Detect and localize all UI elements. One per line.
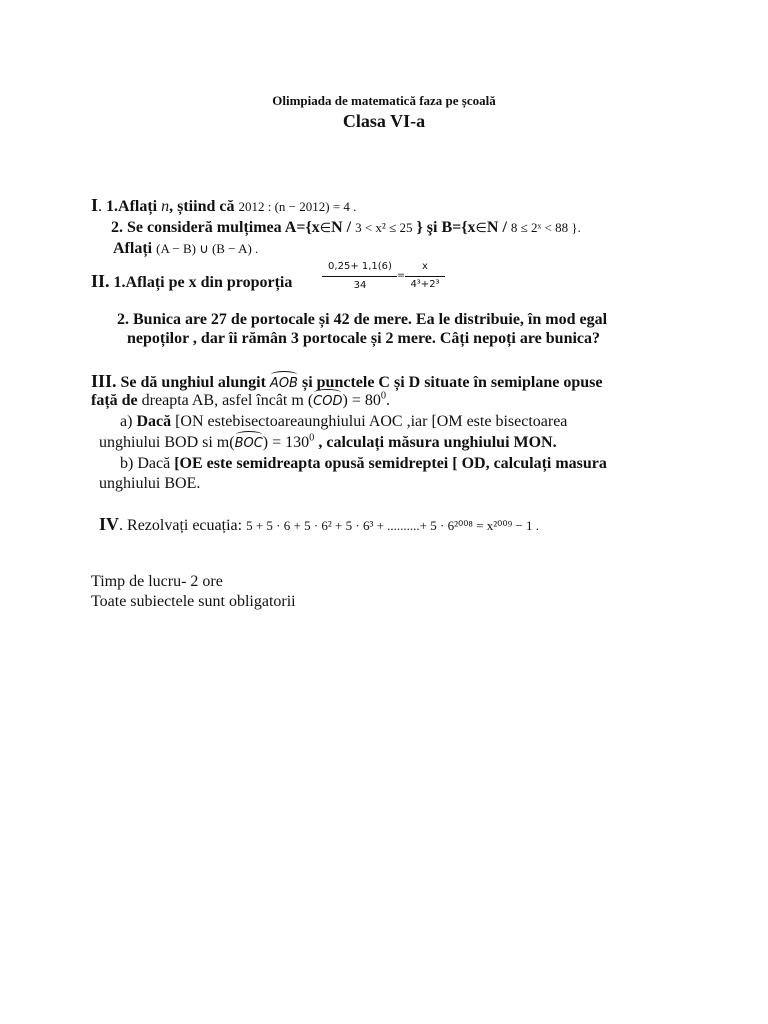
problem-1-item-1-label: 1. [106,198,119,215]
problem-1-item-2-label: 2. [111,219,123,236]
problem-1-item-1-text2: , știind că [169,198,239,215]
document-subtitle: Clasa VI-a [342,111,426,131]
angle-boc: BOC [234,436,263,451]
problem-3-intro-b: și punctele C și D situate în semiplane opuse [301,374,603,391]
set-separator-2: / [498,219,511,236]
proportion-left-numerator: 0,25+ 1,1(6) [328,261,392,272]
problem-3-line-1 [91,371,602,392]
problem-3-line-2-a: față de [91,392,138,409]
footer-note: Toate subiectele sunt obligatorii [91,593,296,610]
part-a-text-2c: , calculați măsura unghiului MON. [314,434,557,451]
problem-2-item-2-label: 2. [117,311,129,328]
problem-2-item-2-line-1 [117,311,607,329]
problem-1-item-2-ask-label: Aflați [113,240,153,257]
problem-1-item-1-var: n [161,198,170,215]
set-separator: / [342,219,356,236]
problem-1-item-1: I. 1.Aflați n, știind că 2012 : (n − 2012) = 4 . [91,195,357,215]
problem-2-item-1-label: 1. [113,274,126,291]
problem-1-item-2-text-b: } şi B={x [412,219,476,236]
problem-3-line-2-c: ) = 80 [342,392,381,409]
problem-3-part-b-line-1 [120,455,607,473]
part-b-text-1: [OE este semidreapta opusă semidreptei [ OD, calculați masura [174,455,607,472]
angle-cod: COD [313,394,343,409]
problem-4-numeral: IV [99,514,120,534]
problem-2-numeral: II. [91,271,110,291]
proportion-left-denominator: 34 [353,280,367,291]
set-a-condition: 3 < x² ≤ 25 [355,220,413,235]
set-b-close: }. [568,220,581,235]
problem-3-part-b-line-2: unghiului BOE. [99,475,201,492]
part-a-text-2a: unghiului BOD si m( [99,434,235,451]
natural-set-symbol-2: N [486,219,499,236]
problem-1-item-2-text-a: Se consideră mulțimea A={x [127,219,320,236]
problem-2-item-2-line-2: nepoților , dar îi rămân 3 portocale și 2 mere. Câți nepoți are bunica? [127,330,601,347]
element-of-symbol: ∈ [319,220,332,235]
problem-1-item-2-ask-expr: (A − B) ∪ (B − A) . [156,241,259,256]
problem-4 [99,514,539,535]
problem-4-text: . Rezolvați ecuația: [119,517,243,534]
part-a-keyword: Dacă [136,413,172,430]
proportion-right-denominator: 4³+2³ [410,279,440,290]
problem-1-item-2-ask [113,240,258,258]
degree-exponent: 0 [380,390,387,402]
problem-1-item-1-equation: 2012 : (n − 2012) = 4 . [238,199,357,214]
part-a-text-2b: ) = 130 [262,434,310,451]
problem-1-item-1-text: Aflați [118,198,162,215]
angle-aob: AOB [269,376,298,391]
degree-exponent-2: 0 [309,432,315,444]
part-a-label: a) [120,413,133,430]
part-b-keyword: Dacă [137,455,171,472]
proportion-right-bar [405,276,445,277]
problem-3-line-2-end: . [386,392,391,409]
footer-time: Timp de lucru- 2 ore [91,573,223,590]
proportion-right-numerator: x [422,261,428,272]
part-a-text-1: [ON estebisectoareaunghiului AOC ,iar [OM este bisectoarea [175,413,568,430]
proportion-left-bar [322,276,397,277]
document-title: Olimpiada de matematică faza pe școală [272,93,496,108]
problem-1-numeral: I [91,195,99,215]
problem-3-line-2-b: dreapta AB, asfel încât m ( [141,392,314,409]
problem-3-numeral: III. [91,371,117,391]
problem-3-line-2 [91,392,390,410]
problem-3-part-a-line-1 [120,413,567,431]
proportion-equals: = [396,270,406,281]
set-b-condition: 8 ≤ 2ˣ < 88 [510,220,569,235]
problem-4-equation: 5 + 5 · 6 + 5 · 6² + 5 · 6³ + ..........+ 5 · 6²⁰⁰⁸ = x²⁰⁰⁹ − 1 . [246,518,539,533]
problem-3-intro-a: Se dă unghiul alungit [120,374,266,391]
problem-2-item-2-text-1: Bunica are 27 de portocale și 42 de mere. Ea le distribuie, în mod egal [133,311,608,328]
element-of-symbol-2: ∈ [475,220,487,235]
problem-1-item-2 [111,219,581,237]
part-b-label: b) [120,455,134,472]
problem-2-item-1 [91,271,292,292]
problem-3-part-a-line-2 [99,434,557,452]
problem-2-item-1-text: Aflați pe x din proporția [125,274,293,291]
natural-set-symbol: N [331,219,343,236]
